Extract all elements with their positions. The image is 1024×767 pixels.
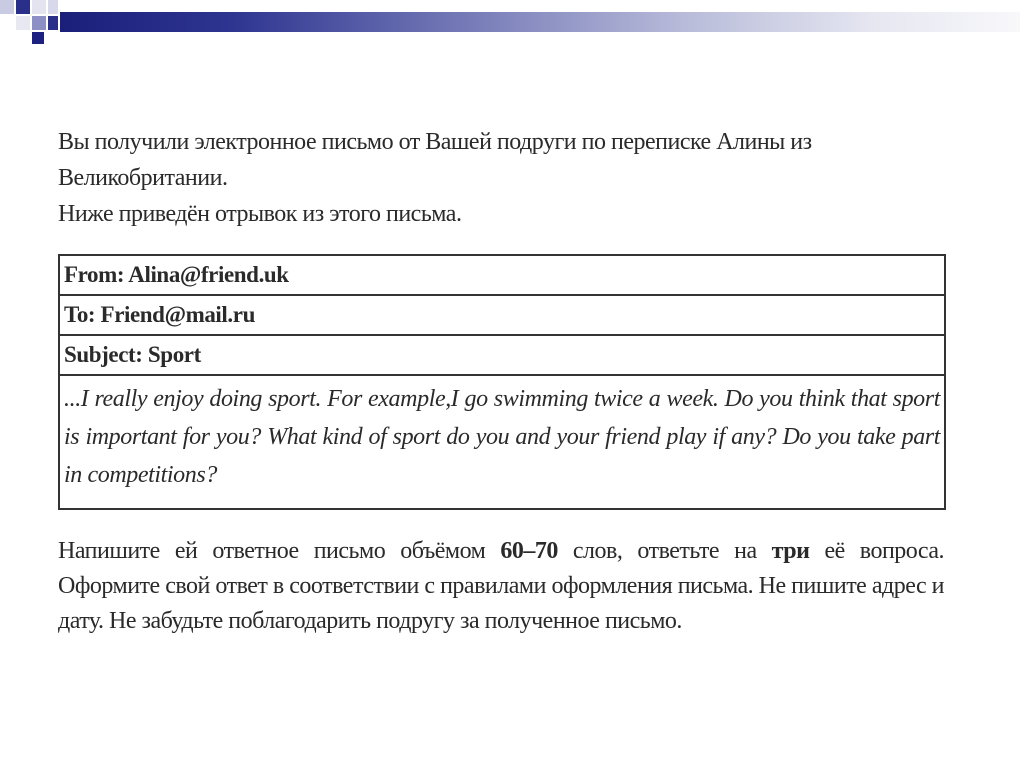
decor-square (48, 0, 58, 14)
email-to: To: Friend@mail.ru (60, 296, 944, 336)
decor-square (32, 0, 46, 14)
email-from: From: Alina@friend.uk (60, 256, 944, 296)
task-part-2: слов, ответьте на (557, 538, 772, 564)
intro-line-1: Вы получили электронное письмо от Вашей подруги по переписке Алины из Великобритании. (58, 129, 812, 191)
email-body: ...I really enjoy doing sport. For example,I go swimming twice a week. Do you think that sport is important for you? What kind of sport do you and your friend play if any? Do you take part in competitions? (64, 386, 940, 488)
decor-square (16, 0, 30, 14)
task-word-count: 60–70 (500, 538, 558, 564)
task-part-1: Напишите ей ответное письмо объёмом (58, 538, 501, 564)
intro-text (58, 124, 944, 232)
email-subject: Subject: Sport (60, 336, 944, 376)
decor-square (48, 16, 58, 30)
decor-square (32, 32, 44, 44)
task-part-3: её вопроса. Оформите свой ответ в соответствии с правилами оформления письма. Не пишите адрес и дату. Не забудьте поблагодарить подругу за полученное письмо. (58, 538, 944, 634)
header-gradient-bar (60, 12, 1020, 32)
task-three: три (771, 538, 810, 564)
document-content (58, 124, 944, 639)
email-excerpt-table (58, 254, 946, 510)
intro-line-2: Ниже приведён отрывок из этого письма. (58, 201, 462, 227)
decor-square (0, 0, 14, 14)
decor-square (32, 16, 46, 30)
decor-square (16, 16, 30, 30)
task-instructions (58, 534, 944, 639)
